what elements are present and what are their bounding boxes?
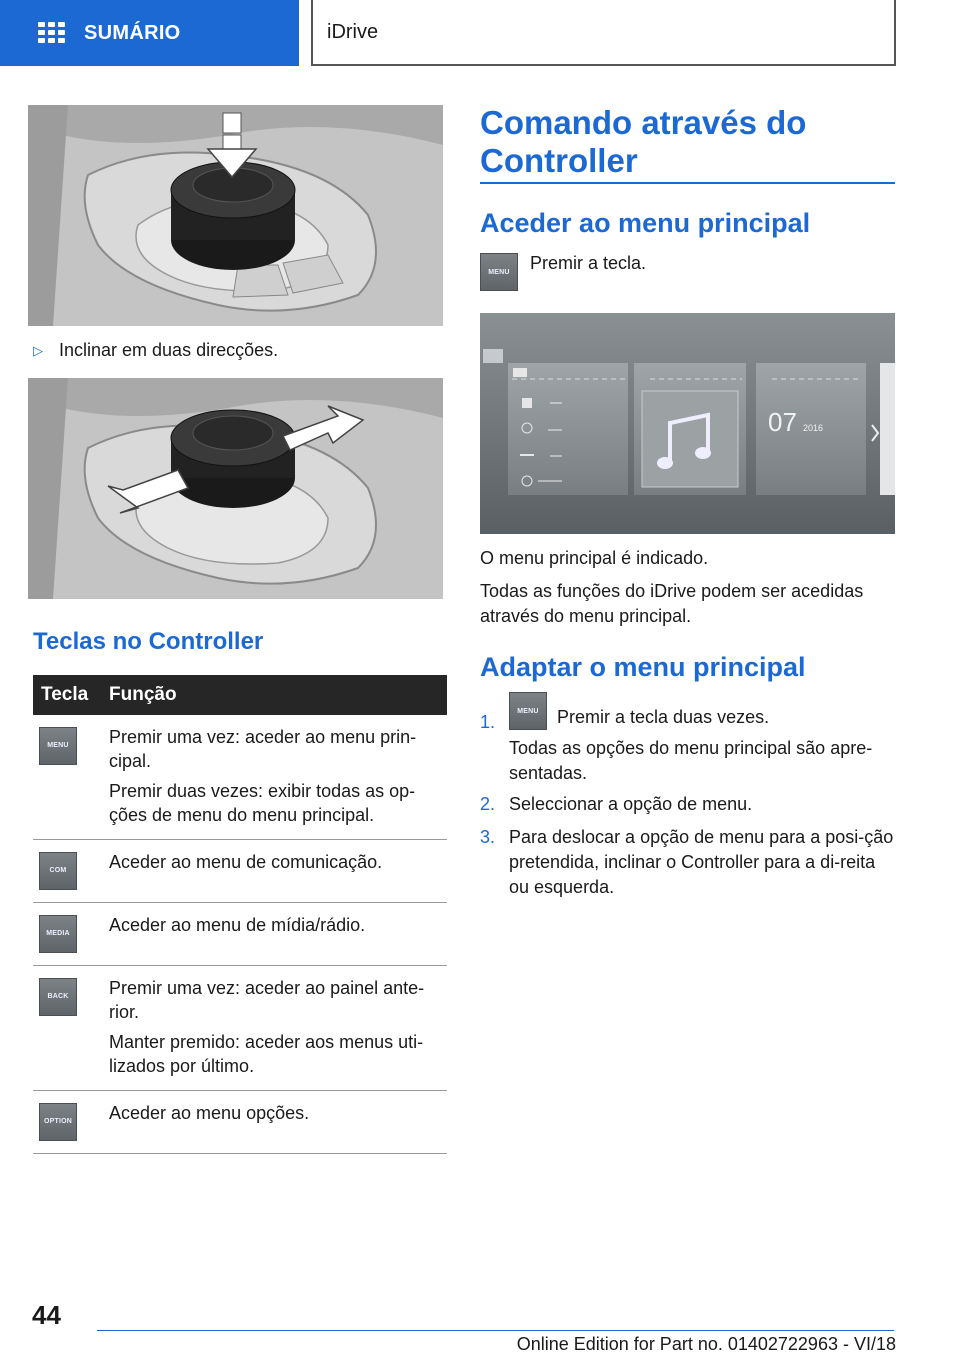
page-title: Comando através do Controller (480, 104, 807, 179)
footer-edition: Online Edition for Part no. 01402722963 - VI/18 (516, 1334, 896, 1354)
access-menu-instruction (480, 253, 646, 291)
access-menu-text: Premir a tecla. (530, 253, 647, 273)
adapt-menu-heading: Adaptar o menu principal (480, 652, 806, 682)
com-key-icon: COM (39, 852, 77, 890)
idrive-main-menu-screenshot (480, 313, 895, 534)
controller-tilt-photo (28, 378, 443, 599)
menu-key-icon: MENU (509, 692, 547, 730)
list-item (480, 692, 900, 786)
step-number: 2. (480, 794, 496, 814)
footer-divider (97, 1330, 894, 1331)
row-text: Aceder ao menu de comunicação. (109, 852, 383, 872)
table-row (33, 840, 447, 903)
controller-press-photo (28, 105, 443, 326)
column-header-key: Tecla (33, 675, 103, 715)
table-row (33, 966, 447, 1091)
row-text: Premir uma vez: aceder ao painel ante-rior. (109, 978, 425, 1022)
top-navigation-bar (0, 0, 960, 66)
step-text: Seleccionar a opção de menu. (509, 794, 753, 814)
menu-key-icon: MENU (39, 727, 77, 765)
title-divider (480, 182, 895, 184)
triangle-bullet-icon: ▷ (33, 342, 43, 358)
step-number: 1. (480, 712, 496, 732)
keys-section-heading: Teclas no Controller (33, 628, 264, 655)
list-item (480, 792, 900, 817)
chapter-title: iDrive (327, 20, 379, 43)
tilt-instruction (33, 340, 278, 361)
step-text: Para deslocar a opção de menu para a posi-ção pretendida, inclinar o Controller para a di-reita ou esquerda. (509, 827, 894, 897)
list-item (480, 825, 900, 900)
step-number: 3. (480, 827, 496, 847)
screen-date-day: 07 (768, 407, 797, 437)
media-key-icon: MEDIA (39, 915, 77, 953)
row-text: Premir uma vez: aceder ao menu prin-cipal. (109, 727, 417, 771)
chapter-tab[interactable] (311, 0, 896, 66)
tilt-instruction-text: Inclinar em duas direcções. (59, 340, 279, 360)
access-menu-heading: Aceder ao menu principal (480, 208, 811, 238)
table-row (33, 715, 447, 840)
option-key-icon: OPTION (39, 1103, 77, 1141)
table-header-row (33, 675, 447, 715)
controller-keys-table (33, 675, 447, 1154)
page-number: 44 (32, 1300, 61, 1330)
screen-date-year: 2016 (803, 423, 824, 433)
step-subtext: Todas as opções do menu principal são apre-sentadas. (509, 738, 873, 783)
row-text: Aceder ao menu opções. (109, 1103, 310, 1123)
step-text: Premir a tecla duas vezes. (557, 707, 770, 727)
row-text: Aceder ao menu de mídia/rádio. (109, 915, 366, 935)
grid-menu-icon (38, 22, 66, 44)
column-header-function: Função (103, 675, 447, 715)
main-menu-description: Todas as funções do iDrive podem ser acedidas através do menu principal. (480, 581, 864, 626)
back-key-icon: BACK (39, 978, 77, 1016)
row-text: Premir duas vezes: exibir todas as op-ções de menu do menu principal. (109, 781, 416, 825)
table-row (33, 1091, 447, 1154)
row-text: Manter premido: aceder aos menus uti-lizados por último. (109, 1032, 424, 1076)
summary-label: SUMÁRIO (84, 21, 181, 44)
menu-key-icon: MENU (480, 253, 518, 291)
adapt-menu-steps (480, 692, 900, 908)
main-menu-shown-text: O menu principal é indicado. (480, 548, 709, 568)
summary-button[interactable] (0, 0, 299, 66)
table-row (33, 903, 447, 966)
